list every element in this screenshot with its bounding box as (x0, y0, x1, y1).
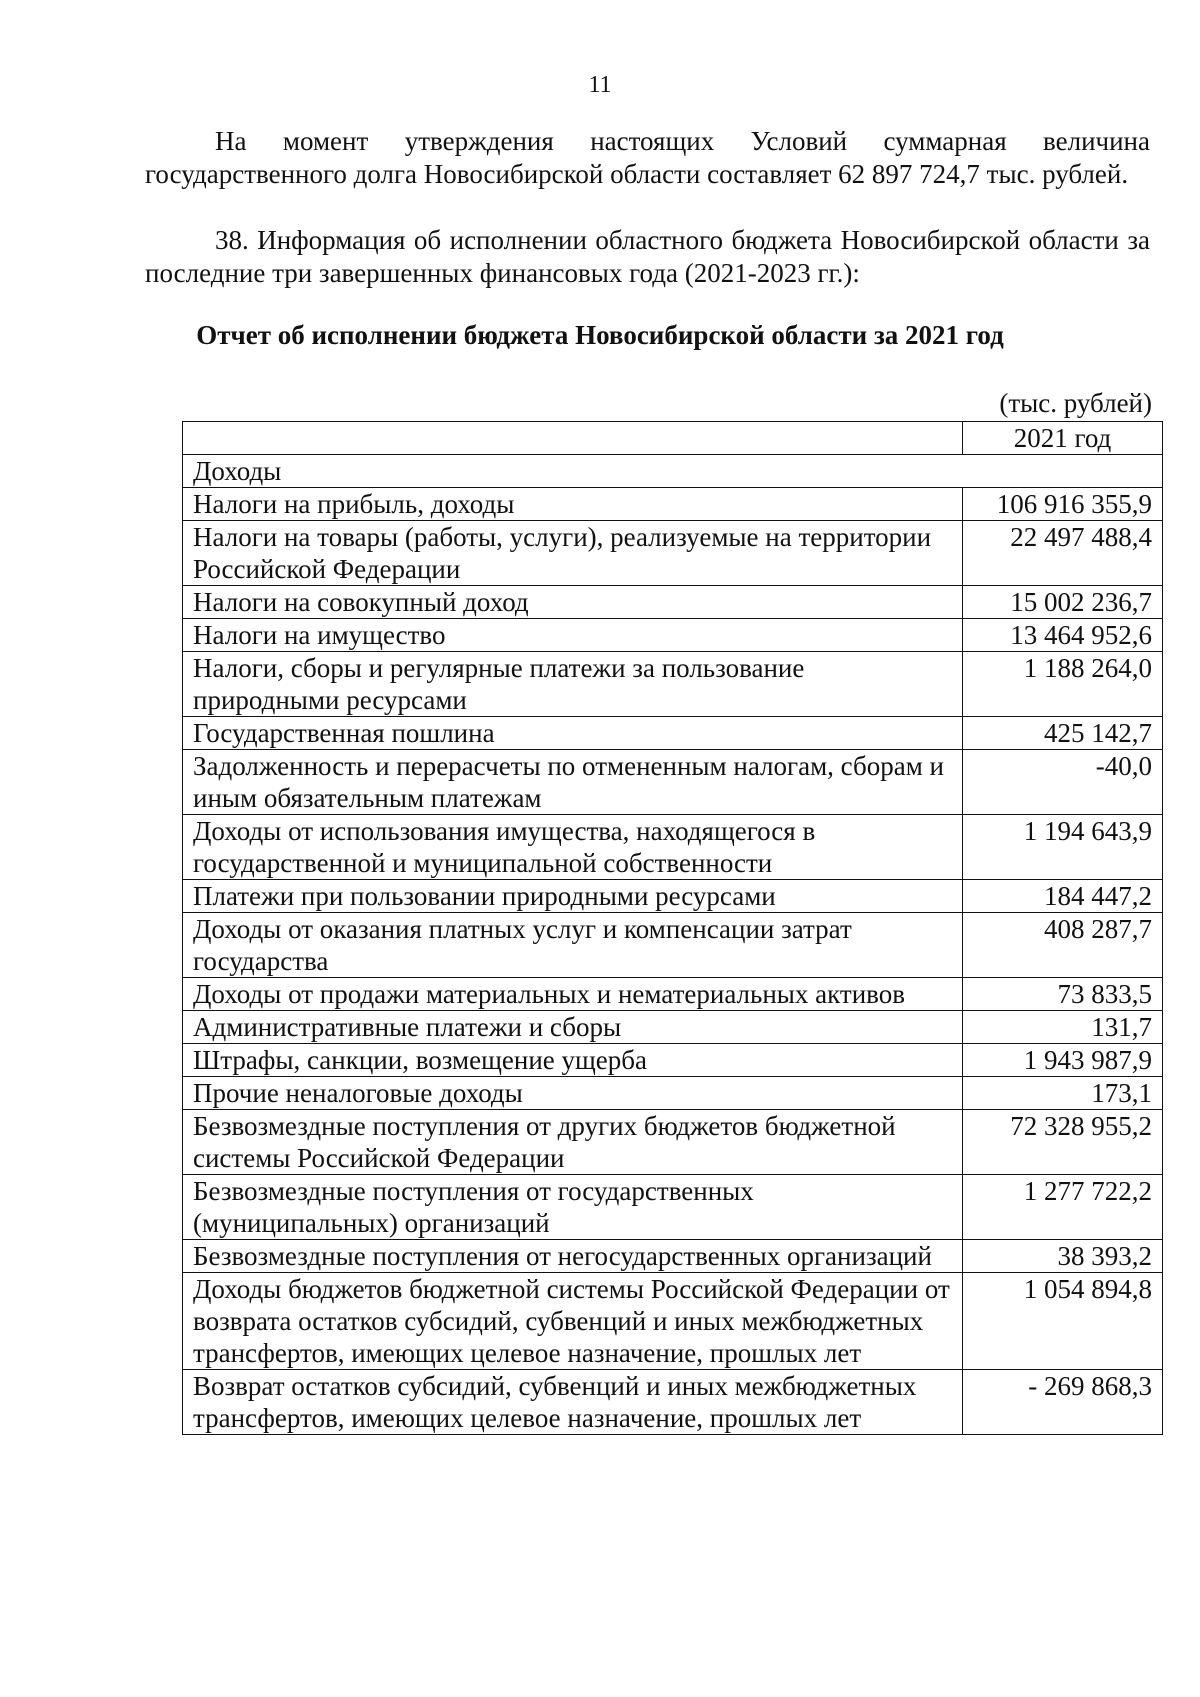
header-empty-cell (183, 422, 963, 455)
row-label: Государственная пошлина (183, 717, 963, 750)
row-label: Безвозмездные поступления от государственных (муниципальных) организаций (183, 1175, 963, 1240)
row-value: 1 054 894,8 (963, 1273, 1163, 1370)
row-label: Доходы бюджетов бюджетной системы Российской Федерации от возврата остатков субсидий, субвенций и иных межбюджетных трансфертов, имеющих целевое назначение, прошлых лет (183, 1273, 963, 1370)
row-value: 38 393,2 (963, 1240, 1163, 1273)
table-row (183, 880, 1163, 913)
row-label: Налоги на имущество (183, 619, 963, 652)
budget-table (182, 421, 1163, 1435)
row-label: Налоги, сборы и регулярные платежи за пользование природными ресурсами (183, 652, 963, 717)
table-row (183, 1044, 1163, 1077)
row-label: Административные платежи и сборы (183, 1011, 963, 1044)
row-label: Налоги на товары (работы, услуги), реализуемые на территории Российской Федерации (183, 521, 963, 586)
row-value: 15 002 236,7 (963, 586, 1163, 619)
table-row (183, 488, 1163, 521)
row-label: Налоги на совокупный доход (183, 586, 963, 619)
row-label: Задолженность и перерасчеты по отмененным налогам, сборам и иным обязательным платежам (183, 750, 963, 815)
row-value: 131,7 (963, 1011, 1163, 1044)
row-value: 184 447,2 (963, 880, 1163, 913)
table-row (183, 1273, 1163, 1370)
row-label: Возврат остатков субсидий, субвенций и иных межбюджетных трансфертов, имеющих целевое назначение, прошлых лет (183, 1370, 963, 1435)
row-value: - 269 868,3 (963, 1370, 1163, 1435)
table-row (183, 1110, 1163, 1175)
row-label: Доходы от продажи материальных и нематериальных активов (183, 978, 963, 1011)
row-label: Безвозмездные поступления от других бюджетов бюджетной системы Российской Федерации (183, 1110, 963, 1175)
table-row (183, 978, 1163, 1011)
table-row (183, 619, 1163, 652)
row-value: 1 943 987,9 (963, 1044, 1163, 1077)
row-label: Прочие неналоговые доходы (183, 1077, 963, 1110)
table-row (183, 750, 1163, 815)
row-label: Доходы от оказания платных услуг и компенсации затрат государства (183, 913, 963, 978)
table-row (183, 815, 1163, 880)
section-label: Доходы (183, 455, 963, 488)
section-row (183, 455, 1163, 488)
unit-note: (тыс. рублей) (999, 388, 1152, 418)
report-title: Отчет об исполнении бюджета Новосибирской области за 2021 год (196, 320, 1004, 350)
table-row (183, 717, 1163, 750)
row-value: 22 497 488,4 (963, 521, 1163, 586)
table-row (183, 1240, 1163, 1273)
row-value: 72 328 955,2 (963, 1110, 1163, 1175)
row-value: 1 188 264,0 (963, 652, 1163, 717)
row-value: 173,1 (963, 1077, 1163, 1110)
table-row (183, 521, 1163, 586)
row-value: 73 833,5 (963, 978, 1163, 1011)
row-label: Безвозмездные поступления от негосударственных организаций (183, 1240, 963, 1273)
row-label: Доходы от использования имущества, находящегося в государственной и муниципальной собственности (183, 815, 963, 880)
table-row (183, 1175, 1163, 1240)
paragraph-budget-info: 38. Информация об исполнении областного бюджета Новосибирской области за последние три завершенных финансовых года (2021-2023 гг.): (145, 225, 1150, 288)
row-value: 1 194 643,9 (963, 815, 1163, 880)
row-label: Налоги на прибыль, доходы (183, 488, 963, 521)
row-value: -40,0 (963, 750, 1163, 815)
row-value: 408 287,7 (963, 913, 1163, 978)
paragraph-debt-total: На момент утверждения настоящих Условий суммарная величина государственного долга Новосибирской области составляет 62 897 724,7 тыс. рублей. (145, 126, 1150, 189)
section-value-empty (963, 455, 1163, 488)
table-row (183, 1011, 1163, 1044)
table-row (183, 1370, 1163, 1435)
column-header-year: 2021 год (963, 422, 1163, 455)
table-row (183, 1077, 1163, 1110)
table-row (183, 586, 1163, 619)
table-row (183, 913, 1163, 978)
table-header-row (183, 422, 1163, 455)
table-row (183, 652, 1163, 717)
page-number: 11 (588, 72, 612, 98)
row-value: 1 277 722,2 (963, 1175, 1163, 1240)
row-label: Платежи при пользовании природными ресурсами (183, 880, 963, 913)
row-label: Штрафы, санкции, возмещение ущерба (183, 1044, 963, 1077)
row-value: 13 464 952,6 (963, 619, 1163, 652)
row-value: 106 916 355,9 (963, 488, 1163, 521)
row-value: 425 142,7 (963, 717, 1163, 750)
